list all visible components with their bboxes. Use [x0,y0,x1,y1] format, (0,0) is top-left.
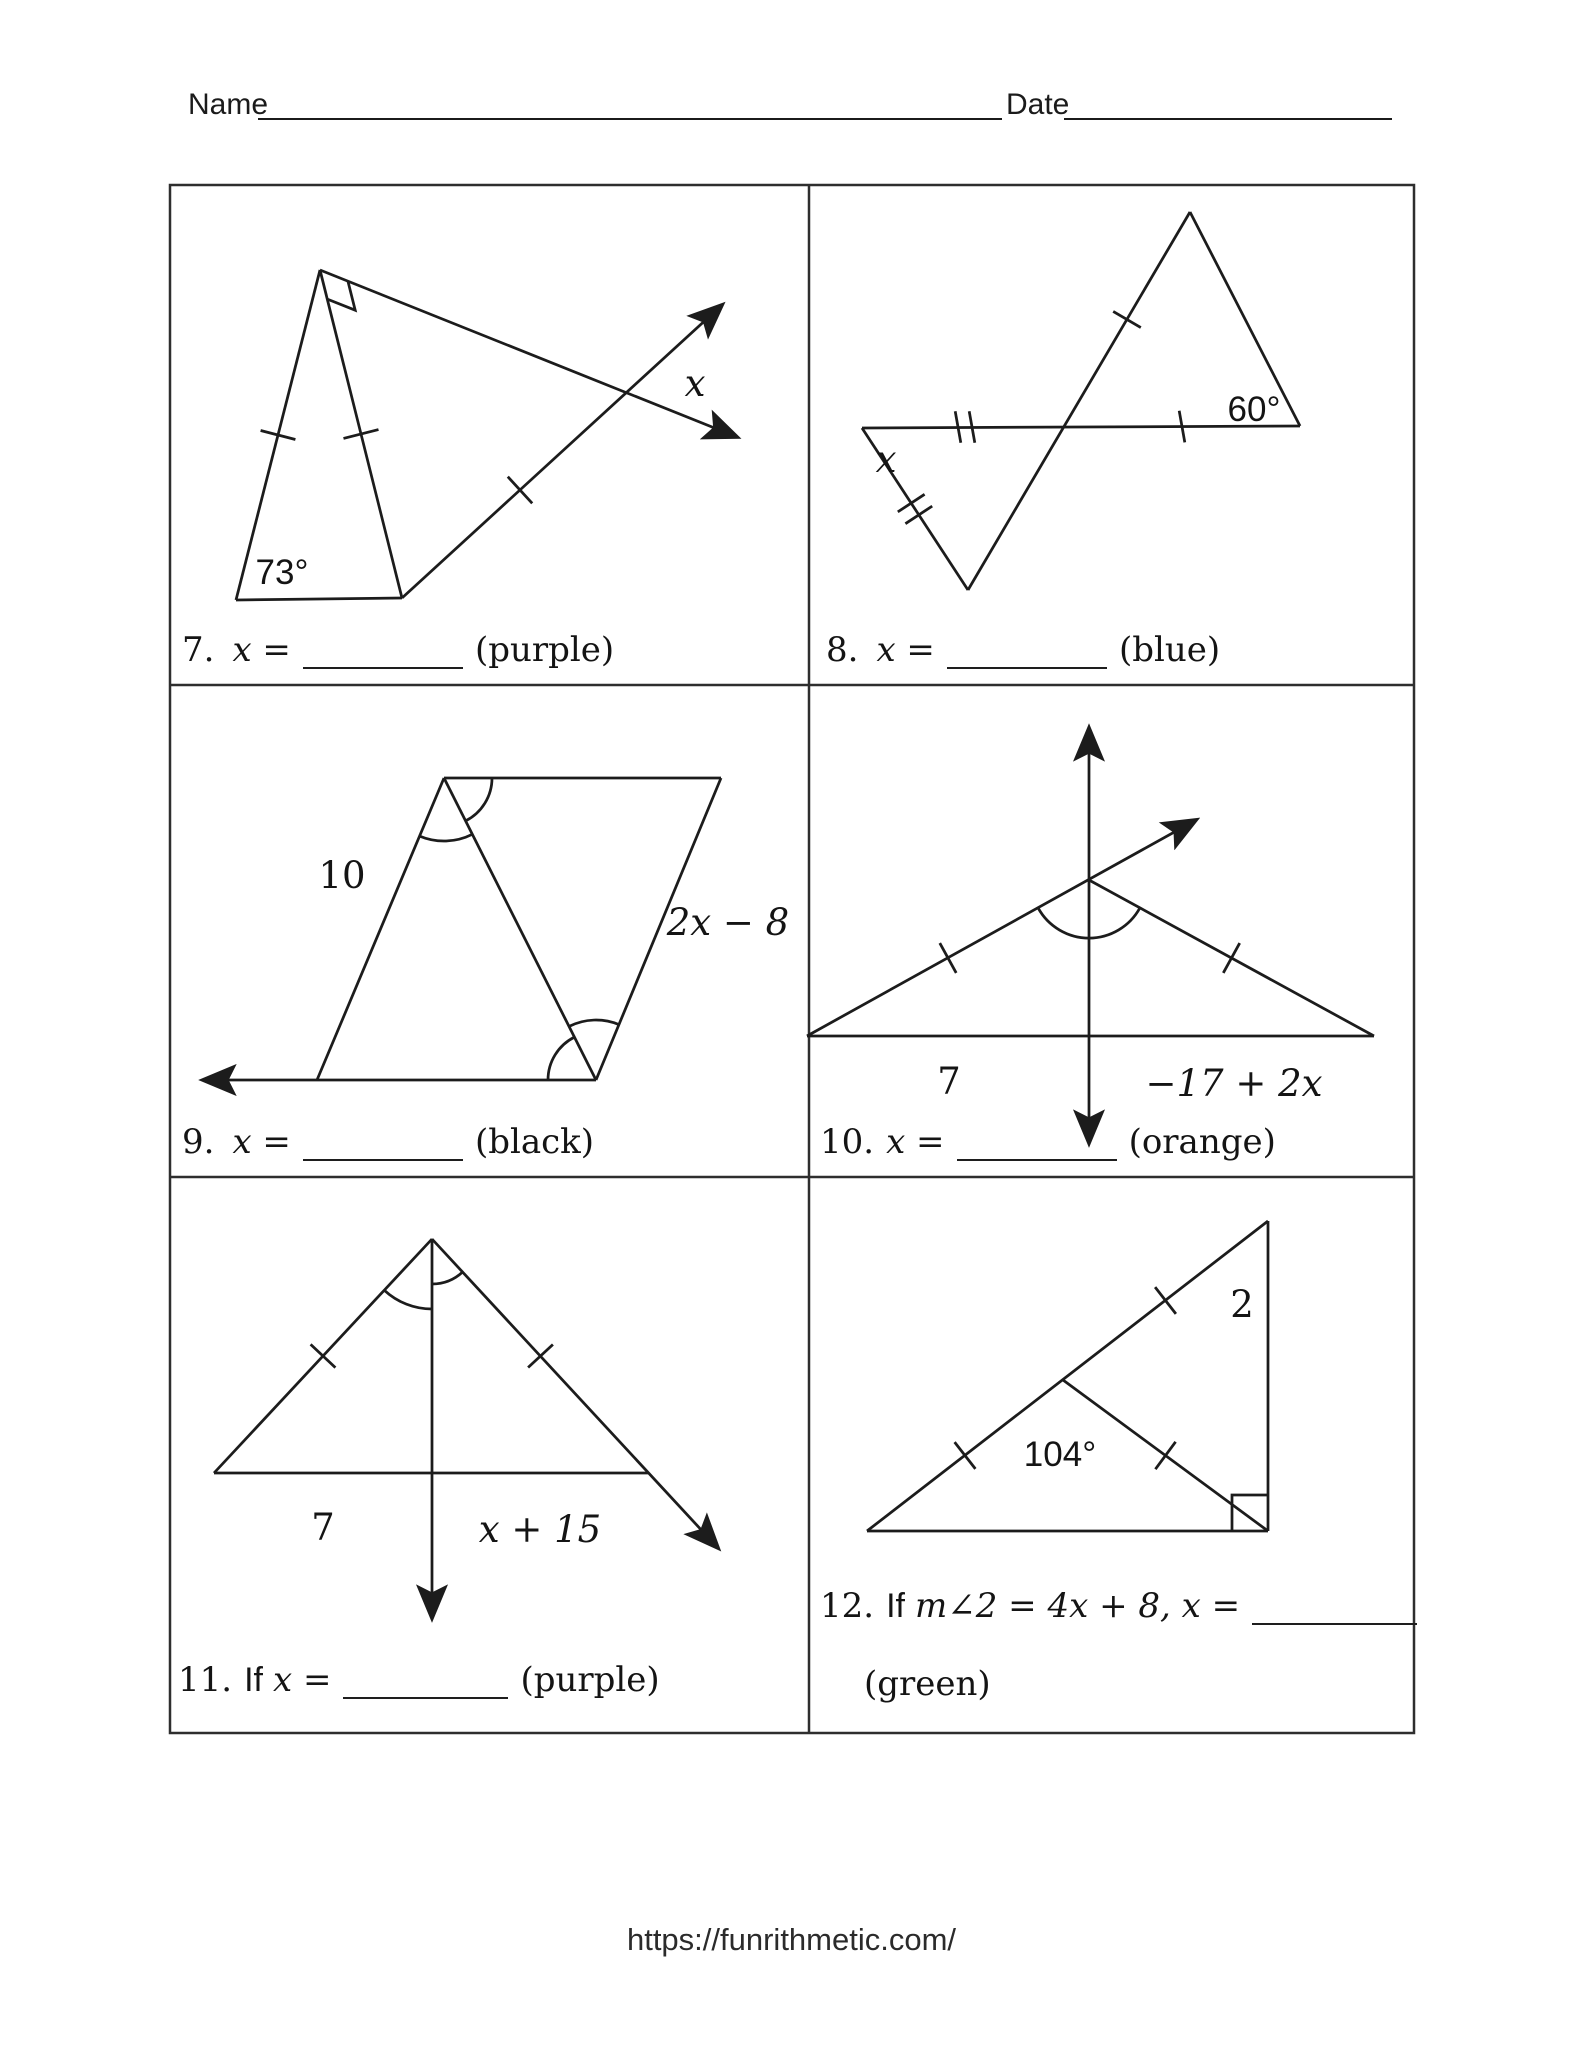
p8-answer-blank [947,633,1107,669]
p12-tick-cevian [1155,1442,1175,1469]
p8-equation: x = [876,630,935,670]
p8-x-label: x [875,438,897,481]
problem-11-caption [178,1660,660,1700]
p12-tick-hyp-upper [1155,1287,1176,1314]
p11-if-word: If [244,1661,263,1699]
p7-color-word: (purple) [474,630,615,670]
problem-12-caption-line2 [864,1664,991,1704]
problem-8-caption [826,630,1220,670]
p9-arc-bottom-2 [569,1020,619,1026]
p7-answer-blank [303,633,463,669]
p9-equation: x = [232,1122,291,1162]
p10-base-left-label: 7 [937,1060,961,1103]
p8-number: 8. [826,630,859,670]
p10-number: 10. [820,1122,875,1162]
p12-number: 12. [820,1586,875,1626]
p12-angle-number-label: 2 [1230,1283,1254,1326]
p8-angle-label: 60° [1227,390,1281,429]
p8-double-tick-left-a [898,494,925,512]
p9-side-left-label: 10 [318,854,366,897]
p10-tick-left [940,943,956,973]
footer-url: https://funrithmetic.com/ [626,1922,957,1957]
p10-left-side-ray [807,820,1196,1036]
p9-side-right-label: 2x − 8 [666,901,790,944]
p7-number: 7. [182,630,215,670]
p11-base-left-label: 7 [311,1506,335,1549]
p10-answer-blank [957,1125,1117,1161]
p8-tick-slant [1113,311,1141,327]
p11-number: 11. [178,1660,233,1700]
p7-equation: x = [232,630,291,670]
p10-equation: x = [886,1122,945,1162]
p12-answer-blank [1252,1589,1417,1625]
name-label: Name [188,88,269,121]
problem-12-diagram [867,1221,1268,1531]
p12-if-word: If [886,1587,905,1625]
problem-10-caption [820,1122,1276,1162]
p10-tick-right [1223,943,1239,973]
p7-angle-label: 73° [255,553,309,592]
p10-base-right-label: −17 + 2x [1145,1062,1323,1105]
p8-color-word: (blue) [1118,630,1221,670]
p11-answer-blank [343,1663,508,1699]
p11-equation: x = [272,1660,332,1700]
p9-left-side [317,778,444,1080]
p9-number: 9. [182,1122,215,1162]
problem-9-diagram [203,778,721,1080]
date-label: Date [1006,88,1070,121]
problem-12-caption [820,1586,1429,1626]
p8-long-slant-side [968,212,1190,590]
problem-7-caption [182,630,614,670]
p10-color-word: (orange) [1128,1122,1276,1162]
p12-tick-hyp-lower [955,1442,976,1469]
problem-11-diagram [214,1239,718,1618]
p8-double-tick-left-b [905,506,932,524]
p11-base-right-label: x + 15 [478,1508,602,1551]
p12-angle-label: 104° [1023,1435,1097,1474]
p11-color-word: (purple) [520,1660,660,1700]
problem-9-caption [182,1122,594,1162]
p9-arc-top-2 [420,834,473,841]
p11-right-side-ray [432,1239,718,1548]
p9-answer-blank [303,1125,463,1161]
p9-color-word: (black) [474,1122,595,1162]
p9-arc-top-1 [466,778,492,821]
p11-apex-arc-left [384,1290,432,1309]
problem-7-diagram [236,270,737,600]
p7-x-label: x [684,362,706,405]
p9-arc-bottom-1 [548,1037,574,1080]
p11-apex-arc-right [432,1272,463,1284]
p9-diagonal [444,778,596,1080]
p7-base [236,598,402,600]
p12-color-word: (green) [864,1664,991,1704]
p7-ray-upper [402,305,722,598]
p7-ray-lower [320,270,737,437]
p7-right-angle-mark [327,281,355,310]
p12-equation: m∠2 = 4x + 8, x = [914,1586,1241,1626]
p12-hypotenuse [867,1221,1268,1531]
